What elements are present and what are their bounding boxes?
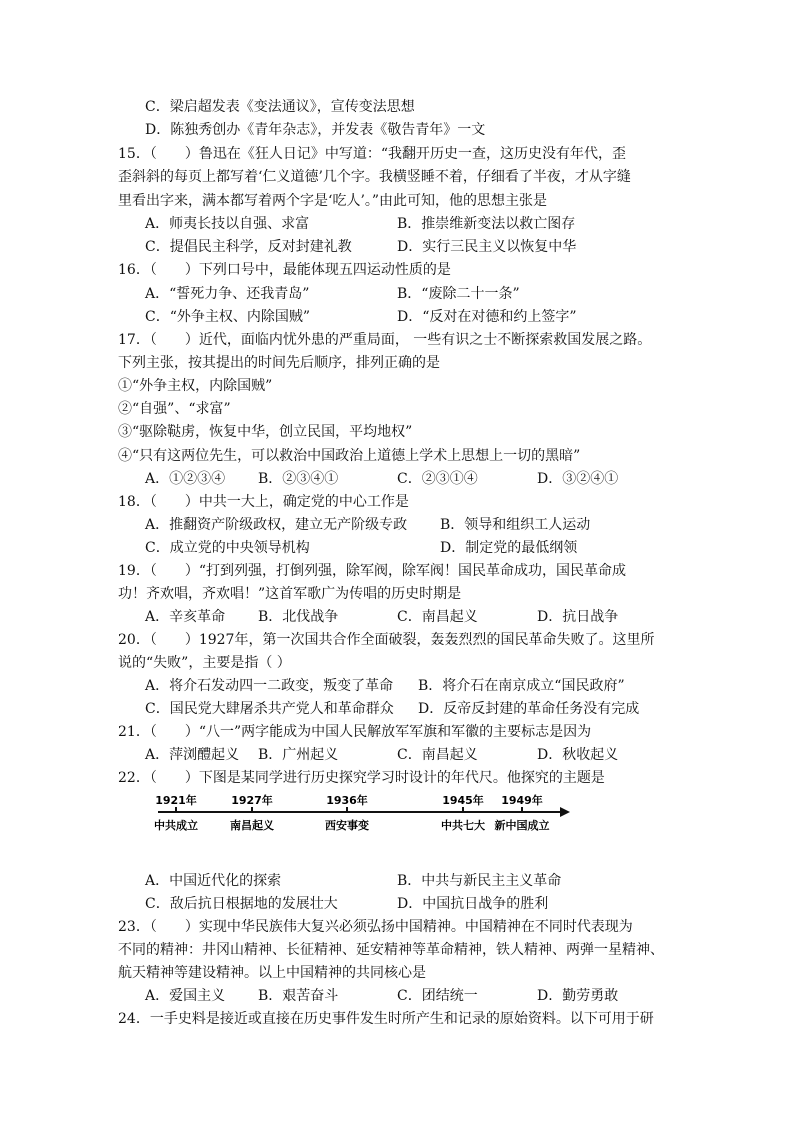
q18-option-b: B．领导和组织工人运动 — [440, 517, 591, 533]
q15-stem-line3: 里看出字来，满本都写着两个字是‘吃人’。”由此可知，他的思想主张是 — [118, 193, 548, 209]
timeline-year: 1936年 — [326, 794, 368, 807]
q17-item-4: ④“只有这两位先生，可以救治中国政治上道德上学术上思想上一切的黑暗” — [118, 448, 581, 464]
q21-stem: 21．（ ）“八一”两字能成为中国人民解放军军旗和军徽的主要标志是因为 — [118, 724, 592, 740]
q17-stem-line1: 17．（ ）近代，面临内忧外患的严重局面， 一些有识之士不断探索救国发展之路。 — [118, 332, 652, 348]
q17-item-3: ③“驱除鞑虏，恢复中华，创立民国，平均地权” — [118, 424, 413, 440]
q20-stem-line1: 20．（ ）1927年，第一次国共合作全面破裂，轰轰烈烈的国民革命失败了。这里所 — [118, 632, 655, 648]
q15-stem-line2: 歪斜斜的每页上都写着‘仁义道德’几个字。我横竖睡不着，仔细看了半夜，才从字缝 — [118, 169, 631, 185]
q21-option-a: A．萍浏醴起义 — [145, 747, 240, 763]
q17-option-b: B．②③④① — [258, 471, 339, 487]
q22-option-d: D．中国抗日战争的胜利 — [397, 896, 549, 912]
option-c-prev: C．梁启超发表《变法通议》，宣传变法思想 — [145, 99, 415, 115]
timeline-event: 中共成立 — [154, 819, 198, 832]
q20-option-b: B．将介石在南京成立“国民政府” — [418, 678, 625, 694]
q16-option-a: A．“誓死力争、还我青岛” — [145, 286, 310, 302]
q24-stem-line1: 24．一手史料是接近或直接在历史事件发生时所产生和记录的原始资料。以下可用于研 — [118, 1011, 654, 1027]
timeline-event: 中共七大 — [441, 819, 485, 832]
q23-stem-line2: 不同的精神：井冈山精神、长征精神、延安精神等革命精神，铁人精神、两弹一星精神、 — [118, 942, 664, 958]
q18-option-c: C．成立党的中央领导机构 — [145, 540, 310, 556]
timeline-year: 1921年 — [155, 794, 197, 807]
q22-stem: 22．（ ）下图是某同学进行历史探究学习时设计的年代尺。他探究的主题是 — [118, 770, 605, 786]
timeline-event: 新中国成立 — [494, 819, 550, 832]
q21-option-c: C．南昌起义 — [397, 747, 478, 763]
q21-option-b: B．广州起义 — [258, 747, 339, 763]
q22-option-a: A．中国近代化的探索 — [145, 873, 282, 889]
q22-option-c: C．敌后抗日根据地的发展壮大 — [145, 896, 338, 912]
timeline-arrow-icon — [560, 807, 570, 817]
q18-option-a: A．推翻资产阶级政权，建立无产阶级专政 — [145, 517, 408, 533]
q22-option-b: B．中共与新民主主义革命 — [397, 873, 562, 889]
q17-stem-line2: 下列主张，按其提出的时间先后顺序，排列正确的是 — [118, 355, 440, 371]
q16-option-d: D．“反对在对德和约上签字” — [397, 309, 577, 325]
q21-option-d: D．秋收起义 — [537, 747, 619, 763]
q23-option-a: A．爱国主义 — [145, 988, 226, 1004]
timeline-year: 1945年 — [442, 794, 484, 807]
q23-option-c: C．团结统一 — [397, 988, 478, 1004]
timeline-year: 1927年 — [231, 794, 273, 807]
q19-stem-line1: 19．（ ）“打到列强，打倒列强，除军阀，除军阀！国民革命成功，国民革命成 — [118, 563, 626, 579]
q20-option-c: C．国民党大肆屠杀共产党人和革命群众 — [145, 701, 394, 717]
q15-option-c: C．提倡民主科学，反对封建礼教 — [145, 239, 352, 255]
q15-option-b: B．推崇维新变法以救亡图存 — [397, 216, 576, 232]
timeline-ruler — [150, 792, 590, 842]
q15-option-d: D．实行三民主义以恢复中华 — [397, 239, 577, 255]
q23-stem-line1: 23．（ ）实现中华民族伟大复兴必须弘扬中国精神。中国精神在不同时代表现为 — [118, 919, 633, 935]
timeline-event: 西安事变 — [325, 819, 369, 832]
q19-option-b: B．北伐战争 — [258, 609, 339, 625]
q19-option-c: C．南昌起义 — [397, 609, 478, 625]
q18-stem: 18．（ ）中共一大上，确定党的中心工作是 — [118, 494, 409, 510]
q20-option-d: D．反帝反封建的革命任务没有完成 — [418, 701, 640, 717]
q19-option-d: D．抗日战争 — [537, 609, 619, 625]
q23-option-d: D．勤劳勇敢 — [537, 988, 619, 1004]
q20-stem-line2: 说的“失败”，主要是指（ ） — [118, 655, 291, 671]
q19-stem-line2: 功！齐欢唱，齐欢唱！”这首军歌广为传唱的历史时期是 — [118, 586, 462, 602]
q23-option-b: B．艰苦奋斗 — [258, 988, 339, 1004]
q16-option-c: C．“外争主权、内除国贼” — [145, 309, 311, 325]
q18-option-d: D．制定党的最低纲领 — [440, 540, 578, 556]
q19-option-a: A．辛亥革命 — [145, 609, 226, 625]
timeline-event: 南昌起义 — [230, 819, 274, 832]
q17-option-a: A．①②③④ — [145, 471, 226, 487]
q15-option-a: A．师夷长技以自强、求富 — [145, 216, 310, 232]
q17-option-d: D．③②④① — [537, 471, 619, 487]
timeline-year: 1949年 — [501, 794, 543, 807]
q16-stem: 16．（ ）下列口号中，最能体现五四运动性质的是 — [118, 262, 451, 278]
q23-stem-line3: 航天精神等建设精神。以上中国精神的共同核心是 — [118, 965, 426, 981]
q15-stem-line1: 15．（ ）鲁迅在《狂人日记》中写道：“我翻开历史一查，这历史没有年代，歪 — [118, 146, 626, 162]
option-d-prev: D．陈独秀创办《青年杂志》，并发表《敬告青年》一文 — [145, 122, 486, 138]
q17-item-2: ②“自强”、“求富” — [118, 401, 231, 417]
q16-option-b: B．“废除二十一条” — [397, 286, 520, 302]
q20-option-a: A．将介石发动四一二政变，叛变了革命 — [145, 678, 394, 694]
q17-item-1: ①“外争主权，内除国贼” — [118, 378, 273, 394]
q17-option-c: C．②③①④ — [397, 471, 478, 487]
